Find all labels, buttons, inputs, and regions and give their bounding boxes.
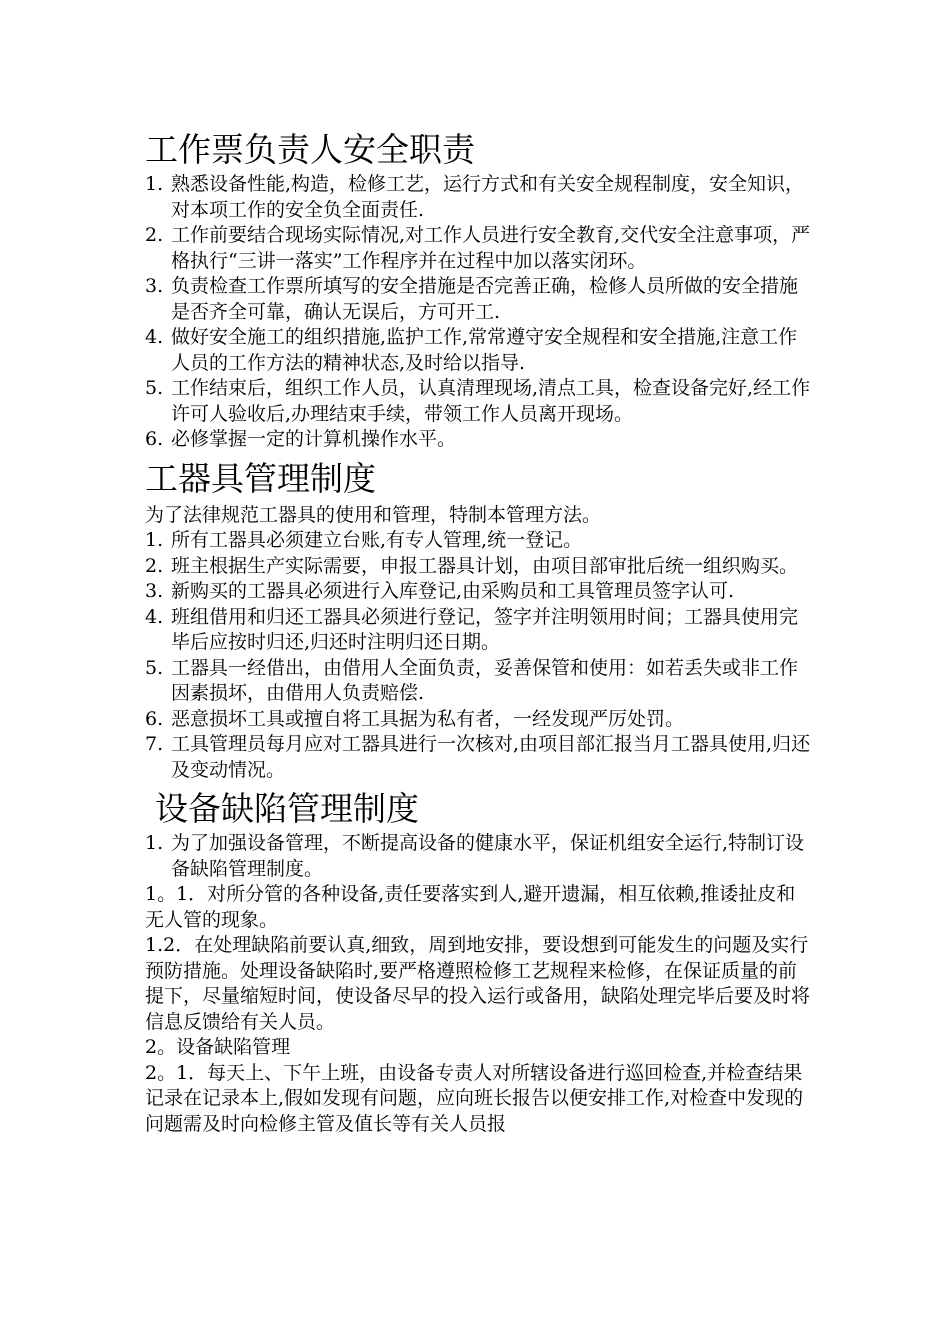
list-item: 6. 必修掌握一定的计算机操作水平。 <box>145 428 457 450</box>
paragraph: 1。1．对所分管的各种设备,责任要落实到人,避开遗漏，相互依赖,推诿扯皮和无人管的现象。 <box>145 883 796 931</box>
list-item: 5. 工器具一经借出，由借用人全面负责，妥善保管和使用：如若丢失或非工作因素损坏，由借用人负责赔偿. <box>145 656 799 704</box>
list-item: 2. 班主根据生产实际需要，申报工器具计划，由项目部审批后统一组织购买。 <box>145 554 799 577</box>
list-item: 3. 新购买的工器具必须进行入库登记,由采购员和工具管理员签字认可. <box>145 580 735 602</box>
paragraph: 1.2．在处理缺陷前要认真,细致，周到地安排，要设想到可能发生的问题及实行预防措施。处理设备缺陷时,要严格遵照检修工艺规程来检修，在保证质量的前提下，尽量缩短时间，使设备尽早的投入运行或备用，缺陷处理完毕后要及时将信息反馈给有关人员。 <box>145 934 811 1033</box>
list-item: 1. 所有工器具必须建立台账,有专人管理,统一登记。 <box>145 529 583 551</box>
list-item: 4. 做好安全施工的组织措施,监护工作,常常遵守安全规程和安全措施,注意工作人员的工作方法的精神状态,及时给以指导. <box>145 326 798 374</box>
list-item: 5. 工作结束后，组织工作人员，认真清理现场,清点工具，检查设备完好,经工作许可人验收后,办理结束手续，带领工作人员离开现场。 <box>145 377 811 425</box>
list-item: 2. 工作前要结合现场实际情况,对工作人员进行安全教育,交代安全注意事项，严格执行“三讲一落实”工作程序并在过程中加以落实闭环。 <box>145 224 811 272</box>
section-title-equipment-defect-management: 设备缺陷管理制度 <box>155 789 419 828</box>
list-item: 1. 为了加强设备管理，不断提高设备的健康水平，保证机组安全运行,特制订设备缺陷管理制度。 <box>145 832 805 880</box>
paragraph: 2。1．每天上、下午上班，由设备专责人对所辖设备进行巡回检查,并检查结果记录在记录本上,假如发现有问题，应向班长报告以便安排工作,对检查中发现的问题需及时向检修主管及值长等有关人员报 <box>145 1061 804 1135</box>
list-item: 6. 恶意损坏工具或擅自将工具据为私有者，一经发现严厉处罚。 <box>145 707 685 730</box>
section-title-tool-management: 工器具管理制度 <box>145 458 376 498</box>
list-item: 7. 工具管理员每月应对工器具进行一次核对,由项目部汇报当月工器具使用,归还及变动情况。 <box>145 733 811 781</box>
paragraph: 2。设备缺陷管理 <box>145 1036 291 1058</box>
document-page <box>145 128 813 1137</box>
equipment-defect-list <box>145 831 813 882</box>
section-title-work-ticket-responsibility: 工作票负责人安全职责 <box>145 130 475 169</box>
list-item: 3. 负责检查工作票所填写的安全措施是否完善正确，检修人员所做的安全措施是否齐全可靠，确认无误后，方可开工. <box>145 275 799 323</box>
list-item: 4. 班组借用和归还工器具必须进行登记，签字并注明领用时间；工器具使用完毕后应按时归还,归还时注明归还日期。 <box>145 605 799 653</box>
tool-management-list <box>145 528 813 783</box>
list-item: 1. 熟悉设备性能,构造，检修工艺，运行方式和有关安全规程制度，安全知识，对本项工作的安全负全面责任. <box>145 173 805 221</box>
work-ticket-duties-list <box>145 172 813 453</box>
section-intro: 为了法律规范工器具的使用和管理，特制本管理方法。 <box>145 503 602 526</box>
